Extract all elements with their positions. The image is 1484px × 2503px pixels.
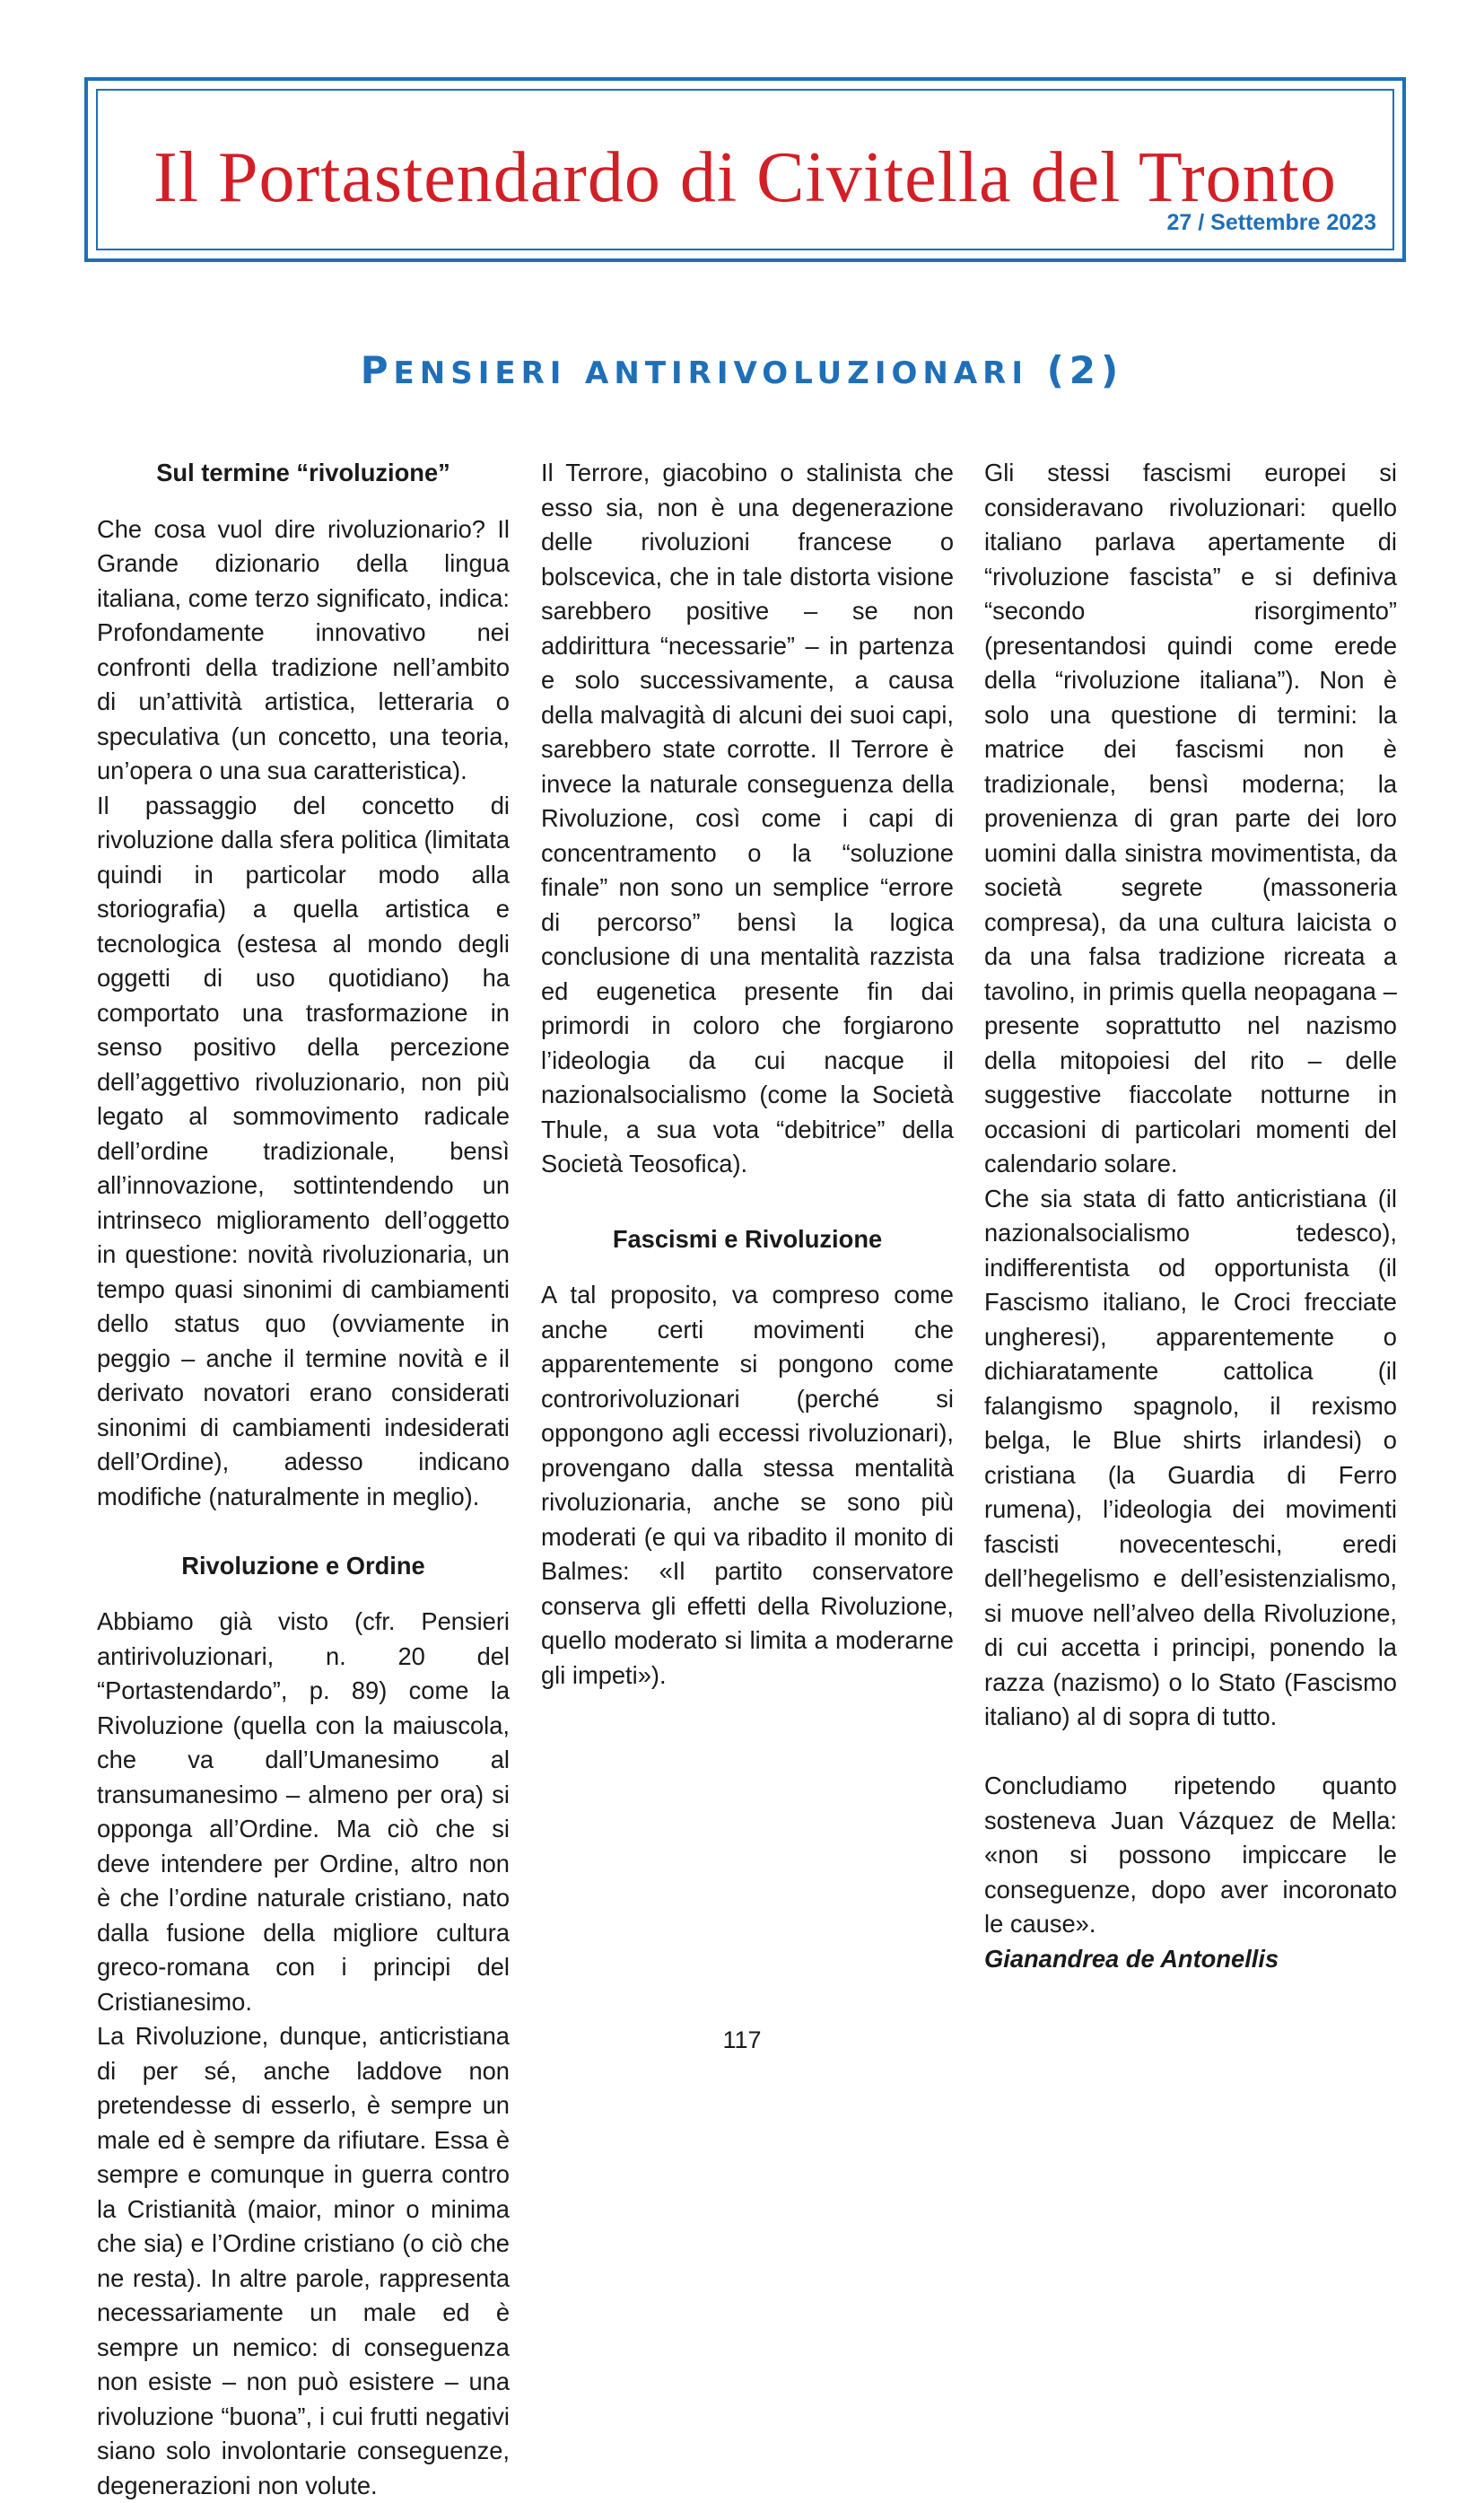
paragraph: Concludiamo ripetendo quanto sosteneva Juan Vázquez de Mella: «non si possono impiccare le conseguenze, dopo aver incoronato le cause». — [984, 1772, 1397, 1938]
column-2 — [541, 456, 954, 1693]
article-title-word2: ANTIRIVOLUZIONARI — [585, 355, 1028, 391]
section-heading: Sul termine “rivoluzione” — [156, 459, 450, 486]
article-title-initial: P — [360, 348, 394, 392]
issue-date: 27 / Settembre 2023 — [1166, 210, 1376, 235]
page-number: 117 — [722, 2026, 762, 2053]
paragraph: La Rivoluzione, dunque, anticristiana di per sé, anche laddove non pretendesse di esserlo, è sempre un male ed è sempre da rifiutare. Essa è sempre e comunque in guerra contro la Cristianità (maior, minor o minima che sia) e l’Ordine cristiano (o ciò che ne resta). In altre parole, rappresenta necessariamente un male ed è sempre un nemico: di conseguenza non esiste – non può esistere – una rivoluzione “buona”, i cui frutti negativi siano solo involontarie conseguenze, degenerazioni non volute. — [97, 2022, 510, 2499]
section-heading: Fascismi e Rivoluzione — [612, 1224, 883, 1253]
article-title-word1-rest: ENSIERI — [393, 355, 567, 391]
journal-title: Il Portastendardo di Civitella del Tronto — [153, 138, 1337, 217]
column-1 — [97, 456, 510, 2503]
paragraph: Abbiamo già visto (cfr. Pensieri antirivoluzionari, n. 20 del “Portastendardo”, p. 89) come la Rivoluzione (quella con la maiuscola, che va dall’Umanesimo al transumanesimo – almeno per ora) si opponga all’Ordine. Ma ciò che si deve intendere per Ordine, altro non è che l’ordine naturale cristiano, nato dalla fusione della migliore cultura greco-romana con i principi del Cristianesimo. — [97, 1607, 510, 2016]
section-heading: Rivoluzione e Ordine — [181, 1551, 425, 1580]
paragraph: Il passaggio del concetto di rivoluzione dalla sfera politica (limitata quindi in particolar modo alla storiografia) a quella artistica e tecnologica (estesa al mondo degli oggetti di uso quotidiano) ha comportato una trasformazione in senso positivo della percezione dell’aggettivo rivoluzionario, non più legato al sommovimento radicale dell’ordine tradizionale, bensì all’innovazione, sottintendendo un intrinseco miglioramento dell’oggetto in questione: novità rivoluzionaria, un tempo quasi sinonimi di cambiamenti dello status quo (ovviamente in peggio – anche il termine novità e il derivato novatori erano considerati sinonimi di cambiamenti indesiderati dell’Ordine), adesso indicano modifiche (naturalmente in meglio). — [97, 791, 510, 1510]
paragraph: A tal proposito, va compreso come anche certi movimenti che apparentemente si pongono come controrivoluzionari (perché si oppongono agli eccessi rivoluzionari), provengano dalla stessa mentalità rivoluzionaria, anche se sono più moderati (e qui va ribadito il monito di Balmes: «Il partito conservatore conserva gli effetti della Rivoluzione, quello moderato si limita a moderarne gli impeti»). — [541, 1281, 954, 1689]
author-signature: Gianandrea de Antonellis — [984, 1944, 1279, 1973]
article-title — [0, 348, 1484, 392]
paragraph: Che sia stata di fatto anticristiana (il nazionalsocialismo tedesco), indifferentista od opportunista (il Fascismo italiano, le Croci frecciate ungheresi), apparentemente o dichiaratamente cattolica (il falangismo spagnolo, il rexismo belga, le Blue shirts irlandesi) o cristiana (la Guardia di Ferro rumena), l’ideologia dei movimenti fascisti novecenteschi, eredi dell’hegelismo e dell’esistenzialismo, si muove nell’alveo della Rivoluzione, di cui accetta i principi, ponendo la razza (nazismo) o lo Stato (Fascismo italiano) al di sopra di tutto. — [984, 1184, 1397, 1730]
paragraph: Gli stessi fascismi europei si consideravano rivoluzionari: quello italiano parlava apertamente di “rivoluzione fascista” e si definiva “secondo risorgimento” (presentandosi quindi come erede della “rivoluzione italiana”). Non è solo una questione di termini: la matrice dei fascismi non è tradizionale, bensì moderna; la provenienza di gran parte dei loro uomini dalla sinistra movimentista, da società segrete (massoneria compresa), da una cultura laicista o da una falsa tradizione ricreata a tavolino, in primis quella neopagana – presente soprattutto nel nazismo della mitopoiesi del rito – delle suggestive fiaccolate notturne in occasioni di particolari momenti del calendario solare. — [984, 459, 1397, 1177]
column-3 — [984, 456, 1397, 1976]
article-title-issue: (2) — [1046, 348, 1124, 392]
paragraph: Che cosa vuol dire rivoluzionario? Il Grande dizionario della lingua italiana, come terzo significato, indica: Profondamente innovativo nei confronti della tradizione nell’ambito di un’attività artistica, letteraria o speculativa (un concetto, una teoria, un’opera o una sua caratteristica). — [97, 514, 510, 784]
masthead-inner-border — [96, 89, 1394, 250]
masthead — [84, 77, 1406, 262]
paragraph: Il Terrore, giacobino o stalinista che esso sia, non è una degenerazione delle rivoluzioni francese o bolscevica, che in tale distorta visione sarebbero positive – se non addirittura “necessarie” – in partenza e solo successivamente, a causa della malvagità di alcuni dei suoi capi, sarebbero state corrotte. Il Terrore è invece la naturale conseguenza della Rivoluzione, così come i capi di concentramento o la “soluzione finale” non sono un semplice “errore di percorso” bensì la logica conclusione di una mentalità razzista ed eugenetica presente fin dai primordi in coloro che forgiarono l’ideologia da cui nacque il nazionalsocialismo (come la Società Thule, a sua vota “debitrice” della Società Teosofica). — [541, 459, 954, 1177]
